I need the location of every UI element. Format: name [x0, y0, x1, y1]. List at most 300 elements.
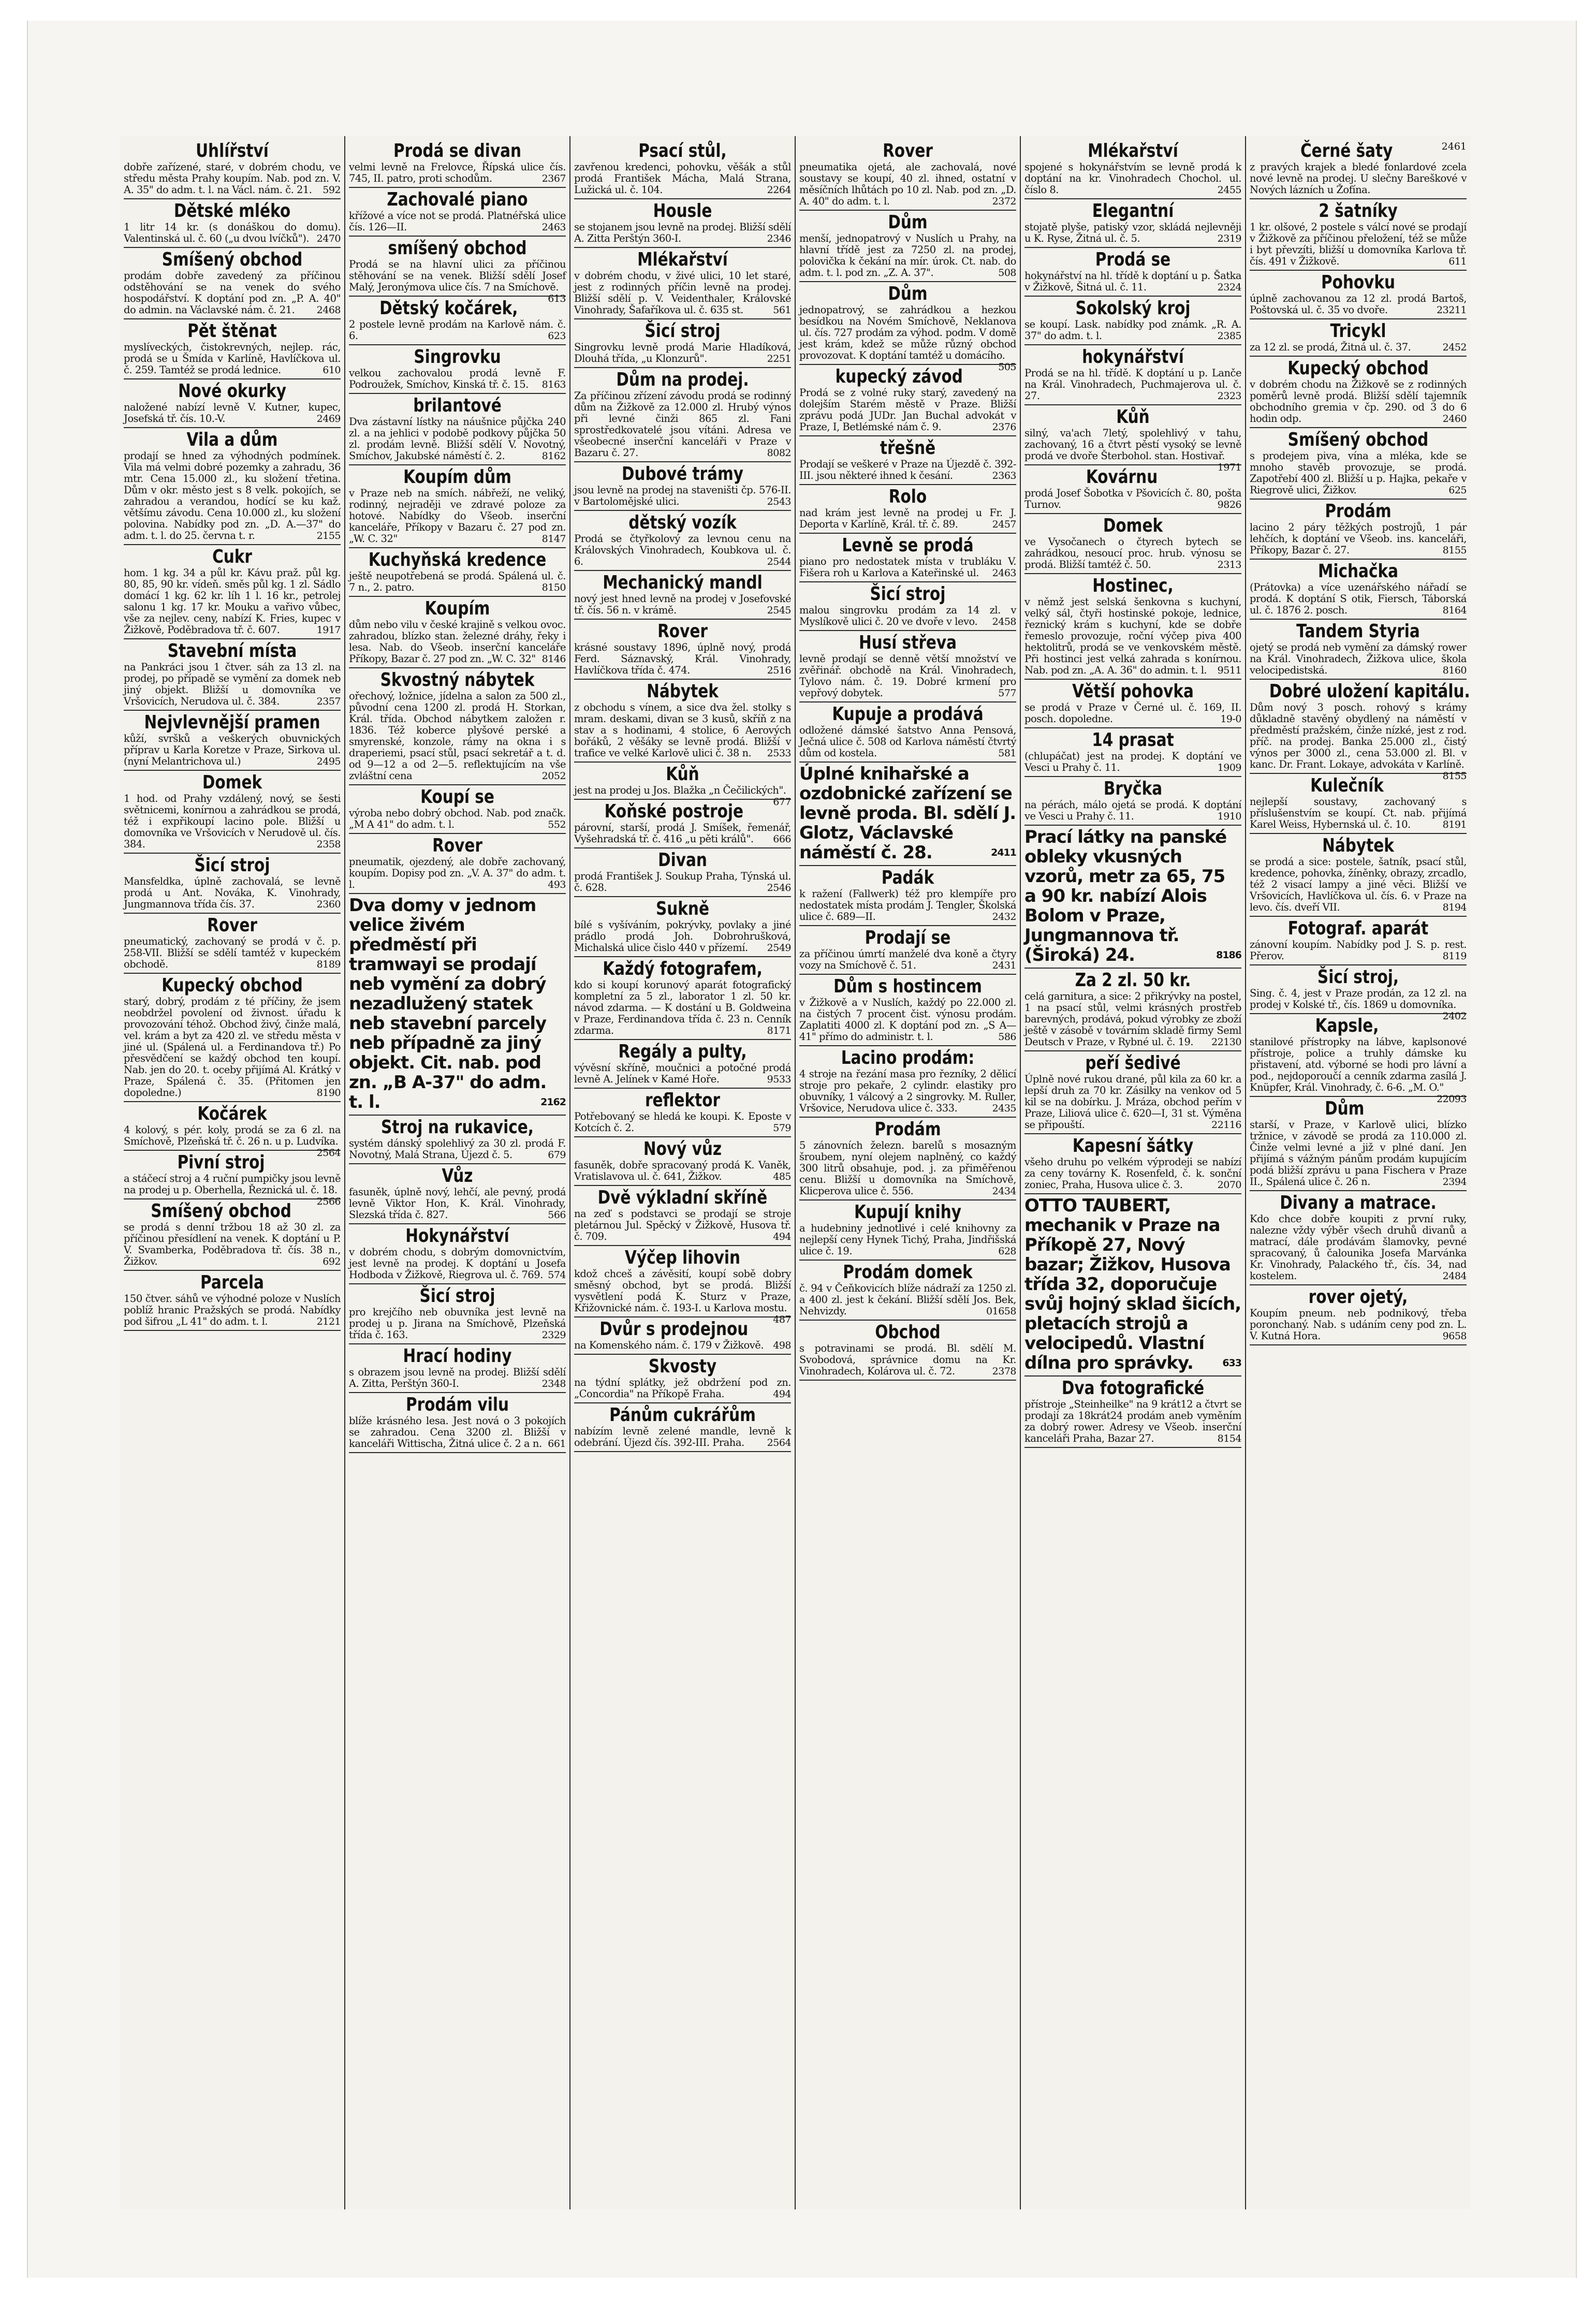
- ad-body: z obchodu s vínem, a sice dva žel. stolky s mram. deskami, divan se 3 kusů, skříň z na stav a s hodinami, 4 stolice, 6 Aerových bořáků, 2 věšáky se levně prodá. Bližší v trafice ve velké Karlově ulici č. 38 n. 2533: [574, 701, 791, 759]
- classified-ad: [349, 237, 566, 304]
- ad-number: 2546: [767, 882, 791, 894]
- ad-heading: Dům na prodej.: [616, 369, 749, 390]
- classified-ad: [799, 1046, 1016, 1118]
- classified-ad: [1024, 139, 1241, 199]
- ad-heading: Nový vůz: [643, 1138, 722, 1160]
- ad-body: Potřebovaný se hledá ke koupi. K. Eposte v Kotcích č. 2. 579: [574, 1110, 791, 1134]
- ad-heading: Dům: [888, 212, 928, 233]
- classified-ad: [574, 319, 791, 368]
- ad-body: prodám dobře zavedený za příčinou odstěhování se na venek do svého hospodářství. K doptání pod zn. „P. A. 40" do admin. na Václavské nám. č. 21. 2468: [124, 270, 341, 316]
- ad-body: kdo si koupí korunový aparát fotografický kompletní za 5 zl., laborator 1 zl. 50 kr. návod zdarma. — K dostání u B. Goldweina v Praze, Ferdinandova třída č. 23 n. Cenník zdarma. 8171: [574, 979, 791, 1036]
- ad-heading: Pět štěnat: [187, 320, 277, 342]
- ad-number: 505: [998, 361, 1016, 373]
- classified-ad: [574, 1246, 791, 1325]
- classified-ad: [574, 1089, 791, 1137]
- ad-body: spojené s hokynářstvím se levně prodá k doptání na kr. Vinohradech Chochol. ul. číslo 8. 2455: [1024, 161, 1241, 196]
- ad-body: se koupí. Lask. nabídky pod známk. „R. A. 37" do adm. t. l. 2385: [1024, 318, 1241, 342]
- ad-number: 661: [548, 1438, 566, 1449]
- classified-ad: [574, 800, 791, 848]
- ad-body: v dobrém chodu, v živé ulici, 10 let staré, jest z rodinných příčin levně na prodej. Bližší sdělí p. V. Veidenthaler, Královské Vinohrady, Šafaříkova ul. č. 635 st. 561: [574, 270, 791, 316]
- ad-number: 01658: [986, 1306, 1016, 1317]
- ad-body: Prodají se veškeré v Praze na Újezdě č. 392-III. jsou některé ihned k česání. 2363: [799, 458, 1016, 481]
- ad-number: 8171: [767, 1025, 791, 1036]
- ad-heading: Dvůr s prodejnou: [599, 1319, 749, 1340]
- classified-ad: [349, 345, 566, 394]
- ad-heading: Mlékařství: [637, 249, 728, 270]
- ad-heading: Nábytek: [1322, 835, 1394, 856]
- ad-heading: Dům: [888, 283, 928, 304]
- ad-heading: Každý fotografem,: [603, 958, 763, 979]
- ad-number: 2463: [992, 567, 1016, 579]
- classified-ad: [799, 139, 1016, 211]
- ad-body: a stáčecí stroj a 4 ruční pumpičky jsou levně na prodej u p. Oberhella, Řeznická ul. č. 18. 2566: [124, 1173, 341, 1207]
- classified-ad: [574, 1040, 791, 1089]
- ad-heading: Rolo: [888, 486, 927, 507]
- ad-number: 2533: [767, 748, 791, 759]
- ad-body: jest na prodej u Jos. Blažka „n Čečilických". 677: [574, 784, 791, 808]
- ad-body: stojatě plyše, patiský vzor, skládá nejlevněji u K. Ryse, Žitná ul. č. 5. 2319: [1024, 221, 1241, 244]
- ad-body: bílé s vyšíváním, pokrývky, povlaky a jiné prádlo prodá Joh. Dobrohrušková, Michalská ulice čislo 440 v přízemí. 2549: [574, 919, 791, 954]
- ad-body: lacino 2 páry těžkých postrojů, 1 pár lehčích, k doptání ve Všeob. ins. kanceláři, Příkopy, Bazar č. 27. 8155: [1250, 521, 1467, 556]
- ad-number: 2324: [1217, 282, 1241, 293]
- ad-number: 623: [548, 330, 566, 342]
- ad-number: 625: [1448, 485, 1467, 496]
- ad-heading: Domek: [202, 772, 262, 793]
- ad-heading: Michačka: [1318, 561, 1398, 582]
- ad-body: v němž jest selská šenkovna s kuchyní, velký sál, čtyři hostinské pokoje, lednice, řeznický krám s kuchyní, kde se dobře řemeslo provozuje, roční výčep piva 400 hektolitrů, prodá se ve venkovském městě. Při hostinci jest velká zahrada s konírnou. Nab. pod zn. „A. A. 36" do admin. t. l. 9511: [1024, 596, 1241, 676]
- classified-ad: [1250, 319, 1467, 357]
- ad-number: 2121: [316, 1316, 341, 1327]
- ad-number: 2432: [992, 911, 1016, 922]
- ad-display-text: Prací látky na panské obleky vkusných vzorů, metr za 65, 75 a 90 kr. nabízí Alois Bolom v Praze, Jungmannova tř. (Široká) 24. 8186: [1024, 827, 1241, 965]
- ad-number: 22093: [1437, 1093, 1467, 1105]
- classified-ad: [124, 199, 341, 248]
- ad-body: ojetý se prodá neb vymění za dámský rower na Král. Vinohradech, Žižkova ulice, škola velocipedistská. 8160: [1250, 641, 1467, 676]
- ad-body: 2 postele levně prodám na Karlově nám. č. 6. 623: [349, 318, 566, 342]
- ad-number: 2360: [316, 899, 341, 910]
- classified-ad: [1250, 271, 1467, 319]
- ad-number: 8147: [541, 533, 566, 545]
- ad-heading: Vila a dům: [186, 429, 278, 450]
- ad-heading: Kůň: [1116, 406, 1150, 428]
- classified-ad: [799, 926, 1016, 975]
- ad-number: 2470: [316, 233, 341, 244]
- ad-number: 2358: [316, 839, 341, 850]
- ad-body: Mansfeldka, úplně zachovalá, se levně prodá u Ant. Nováka, K. Vinohrady, Jungmannova třída čís. 37. 2360: [124, 875, 341, 910]
- ad-heading: Šicí stroj: [645, 320, 721, 342]
- classified-ad: [574, 1403, 791, 1452]
- classified-ad: [799, 485, 1016, 534]
- ad-heading: Lacino prodám:: [841, 1047, 975, 1068]
- ad-heading: Koupím dům: [403, 466, 511, 488]
- ad-body: jednopatrový, se zahrádkou a hezkou besídkou na Novém Smíchově, Neklanova ul. čís. 727 prodám za výhod. podm. V domě jest krám, kdež se může různý obchod provozovat. K doptání tamtéž u domácího. 505: [799, 304, 1016, 373]
- classified-ad: [574, 763, 791, 808]
- classified-ad: [349, 1284, 566, 1344]
- ad-heading: Prodám: [1325, 501, 1392, 522]
- ad-body: na Komenského nám. č. 179 v Žižkově. 498: [574, 1339, 791, 1351]
- ad-heading: Smíšený obchod: [162, 249, 303, 270]
- classified-ad: [799, 436, 1016, 485]
- ad-body: hokynářství na hl. třídě k doptání u p. Šatka v Žižkově, Šitná ul. č. 11. 2324: [1024, 270, 1241, 293]
- ad-number: 2461: [1441, 141, 1467, 152]
- ad-number: 9826: [1217, 499, 1241, 510]
- ad-heading: Psací stůl,: [638, 140, 727, 162]
- ad-body: kdož chceš a závěsití, koupí sobě dobry směsný obchod, byt se prodá. Bližší vysvětlení podá K. Sturz v Praze, Křižovnické nám. č. 193-I. u Karlova mostu. 487: [574, 1268, 791, 1325]
- ad-heading: Rover: [207, 915, 257, 936]
- classified-ad: [1024, 1194, 1241, 1377]
- ad-body: silný, va'ach 7letý, spolehlivý v tahu, zachovaný, 16 a čtvrt pěstí vysoký se levně prodá ve dvoře Šterbohol. stan. Hostivař. 1971: [1024, 427, 1241, 473]
- ad-heading: Kočárek: [197, 1103, 267, 1124]
- ad-number: 8194: [1442, 902, 1467, 913]
- ad-body: č. 94 v Čeňkovicích blíže nádraží za 1250 zl. a 400 zl. jest k čekání. Bližší sdělí Jos. Bek, Nehvizdy. 01658: [799, 1282, 1016, 1317]
- ad-body: 4 stroje na řezání masa pro řezníky, 2 dělicí stroje pro pekaře, 2 cylindr. elastiky pro obuvníky, 1 válcový a 2 singrovky. M. Ruller, Vršovice, Nerudova ulice č. 333. 2435: [799, 1068, 1016, 1114]
- classified-ad: [1250, 680, 1470, 782]
- ad-number: 2372: [992, 196, 1016, 207]
- ad-number: 8154: [1217, 1433, 1241, 1444]
- ad-body: fasuněk, dobře spracovaný prodá K. Vaněk, Vratislavova ul. č. 641, Žižkov. 485: [574, 1159, 791, 1182]
- ad-heading: rover ojetý,: [1308, 1286, 1408, 1308]
- ad-body: odložené dámské šatstvo Anna Pensová, Ječná ulice č. 508 od Karlova náměstí čtvrtý dům od kostela. 581: [799, 724, 1016, 759]
- ad-heading: Obchod: [875, 1322, 941, 1343]
- ad-number: 666: [773, 833, 791, 845]
- ad-number: 8191: [1442, 819, 1467, 830]
- classified-ad: [1250, 1097, 1467, 1191]
- ad-number: 2313: [1217, 559, 1241, 570]
- ad-body: křížové a více not se prodá. Platnéřská ulice čís. 126—II. 2463: [349, 210, 566, 233]
- ad-heading: třešně: [880, 437, 936, 459]
- ad-body: dobře zařízené, staré, v dobrém chodu, ve středu města Prahy koupím. Nab. pod zn. V. A. 35" do adm. t. l. na Václ. nám. č. 21. 592: [124, 161, 341, 196]
- ad-body: prodá František J. Soukup Praha, Týnská ul. č. 628. 2546: [574, 870, 791, 894]
- classified-ad: [1250, 620, 1467, 680]
- classified-ad: [349, 139, 566, 188]
- ad-body: nad krám jest levně na prodej u Fr. J. Deporta v Karlíně, Král. tř. č. 89. 2457: [799, 507, 1016, 530]
- ad-heading: Dobré uložení kapitálu.: [1269, 681, 1470, 702]
- classified-ad: [1024, 514, 1241, 574]
- classified-ad: [124, 319, 341, 379]
- ad-heading: peří šedivé: [1085, 1052, 1181, 1074]
- ad-number: 574: [548, 1269, 566, 1281]
- ad-heading: Prodají se: [865, 927, 951, 948]
- ad-number: 2484: [1442, 1270, 1467, 1282]
- ad-body: pneumatický, zachovaný se prodá v č. p. 258-VII. Bližší se sdělí tamtéž v kupeckém obchodě. 8189: [124, 935, 341, 970]
- column-6: [1246, 136, 1470, 2209]
- classified-ad: [574, 199, 791, 248]
- classified-ad: [349, 465, 566, 548]
- ad-number: 508: [998, 267, 1016, 279]
- classified-ad: [124, 854, 341, 914]
- ad-body: 1 kr. olšové, 2 postele s válcí nové se prodají v Žižkově za příčinou přeložení, též se může i byt převzíti, bližší u domovníka Karlova tř. čís. 491 v Žižkově. 611: [1250, 221, 1467, 267]
- ad-heading: Prodám domek: [843, 1262, 973, 1283]
- ad-number: 2251: [767, 353, 791, 364]
- ad-number: 2411: [991, 847, 1016, 858]
- ad-display-text: Úplné knihařské a ozdobnické zařízení se levně proda. Bl. sdělí J. Glotz, Václavské náměstí č. 28. 2411: [799, 764, 1016, 863]
- ad-heading: Housle: [653, 200, 712, 222]
- ad-heading: Dětské mléko: [173, 200, 291, 222]
- classified-ad: [799, 866, 1016, 926]
- classified-ad: [574, 1137, 791, 1186]
- ad-body: na týdní splátky, jež obdržení pod zn. „Concordia" na Příkopě Fraha. 494: [574, 1377, 791, 1400]
- classified-ad: [1250, 1014, 1467, 1105]
- ad-body: stanilové přístropky na lábve, kaplsonové přístroje, police a truhly dámske ku přistavení, atd. výborné se hodi pro lávní a pod., nejdoporoučí a cenník zdarma zasílá J. Knüpfer, Král. Vinohrady, č. 6-6. „M. O." 22093: [1250, 1036, 1467, 1105]
- ad-body: krásné soustavy 1896, úplně nový, prodá Ferd. Sáznavský, Král. Vinohrady, Havlíčkova třída č. 474. 2516: [574, 641, 791, 676]
- ad-number: 577: [998, 687, 1016, 699]
- ad-number: 2346: [767, 233, 791, 244]
- ad-number: 493: [548, 879, 566, 890]
- ad-heading: dětský vozík: [628, 512, 737, 533]
- classified-ad: [1024, 248, 1241, 297]
- ad-heading: Kupují knihy: [854, 1202, 962, 1223]
- ad-heading: Rover: [883, 140, 933, 162]
- classified-ad: [349, 394, 566, 465]
- ad-heading: Kupecký obchod: [162, 975, 303, 996]
- ad-heading: Rover: [432, 835, 482, 856]
- ad-number: 1971: [1217, 462, 1241, 473]
- ad-number: 22130: [1211, 1036, 1241, 1048]
- ad-heading: Hrací hodiny: [403, 1345, 512, 1367]
- classified-ad: [799, 631, 1016, 702]
- ad-body: za 12 zl. se prodá, Žitná ul. č. 37. 2452: [1250, 341, 1467, 353]
- ad-heading: Vůz: [442, 1165, 473, 1187]
- ad-heading: Skvostný nábytek: [380, 669, 535, 691]
- ad-heading: Stavební místa: [167, 640, 297, 662]
- ad-number: 498: [773, 1340, 791, 1351]
- classified-ad: [1250, 1191, 1467, 1285]
- ad-number: 8155: [1442, 770, 1467, 782]
- classified-ad: [349, 297, 566, 345]
- ad-heading: Padák: [881, 867, 934, 888]
- ad-number: 2457: [992, 519, 1016, 530]
- ad-body: se prodá v Praze v Černé ul. č. 169, II. posch. dopoledne. 19-0: [1024, 701, 1241, 725]
- ad-body: piano pro nedostatek místa v trubláku V. Fišera roh u Karlova a Kateřinské ul. 2463: [799, 555, 1016, 579]
- ad-number: 611: [1448, 256, 1467, 267]
- ad-body: dům nebo vilu v české krajině s velkou ovoc. zahradou, blízko stan. železné dráhy, řeky i lesa. Nab. do Všeob. inserční kanceláře Příkopy, Bazar č. 27 pod zn. „W. C. 32" 8146: [349, 619, 566, 665]
- ad-body: vývěsní skříně, moučnici a potočné prodá levně A. Jelínek v Kamé Hoře. 9533: [574, 1062, 791, 1085]
- ad-number: 8119: [1442, 950, 1467, 962]
- ad-number: 9511: [1217, 665, 1241, 676]
- ad-number: 2155: [316, 530, 341, 541]
- ad-body: Dům nový 3 posch. rohový s krámy důkladně stavěný obydlený na náměstí v předměstí pražském, činže nízké, jest z rod. příč. na prodej. Banka 25.000 zl., čistý výnos per 3000 zl., cena 53.000 zl. Bl. v kanc. Dr. Frant. Lokaye, advokáta v Karlíně. 8155: [1250, 701, 1467, 782]
- ad-number: 579: [773, 1122, 791, 1134]
- ad-number: 679: [548, 1149, 566, 1161]
- ad-heading: Kapsle,: [1315, 1015, 1379, 1036]
- ad-number: 2549: [767, 942, 791, 954]
- ad-heading: Domek: [1103, 515, 1163, 536]
- ad-number: 8155: [1442, 545, 1467, 556]
- ad-number: 23211: [1437, 304, 1467, 316]
- ad-number: 9533: [767, 1074, 791, 1085]
- ad-body: zavřenou kredenci, pohovku, věšák a stůl prodá František Mácha, Malá Strana, Lužická ul. č. 104. 2264: [574, 161, 791, 196]
- ad-number: 2434: [992, 1185, 1016, 1197]
- ad-body: se prodá s denní tržbou 18 až 30 zl. za příčinou přesídlení na venek. K doptání u P. V. Svamberka, Poděbradova tř. čís. 38 n., Žižkov. 692: [124, 1221, 341, 1267]
- ad-heading: Kulečník: [1310, 775, 1384, 796]
- ad-body: Singrovku levně prodá Marie Hladíková, Dlouhá třída, „u Klonzurů". 2251: [574, 341, 791, 364]
- ad-body: 5 zánovních železn. barelů s mosazným šroubem, nyní olejem naplněný, co každý 300 litrů obsahuje, pod. j. za přiměřenou cenu. Bližší u domovníka na Smíchově, Klicperova ulice č. 556. 2434: [799, 1139, 1016, 1197]
- ad-display-text: Dva domy v jednom velice živém předměstí při tramwayi se prodají neb vymění za dobrý nezadlužený statek neb stavební parcely neb případně za jiný objekt. Cit. nab. pod zn. „B A-37" do adm. t. l. 2162: [349, 895, 566, 1112]
- ad-heading: Kupecký obchod: [1287, 358, 1429, 379]
- ad-number: 692: [323, 1256, 341, 1267]
- ad-number: 561: [773, 304, 791, 316]
- ad-number: 8162: [541, 450, 566, 462]
- ad-heading: Prodám: [874, 1119, 941, 1140]
- ad-heading: Výčep lihovin: [625, 1247, 740, 1268]
- ad-body: jsou levně na prodej na staveništi čp. 576-II. v Bartolomějské ulici. 2543: [574, 484, 791, 507]
- ad-heading: Stroj na rukavice,: [380, 1117, 534, 1138]
- ad-number: 628: [998, 1246, 1016, 1257]
- classified-ad: [1250, 965, 1467, 1022]
- classified-ad: [349, 188, 566, 237]
- ad-number: 2455: [1217, 184, 1241, 196]
- classified-ad: [1024, 1051, 1241, 1134]
- classified-ad: [124, 1151, 341, 1207]
- ad-heading: Sukně: [656, 898, 709, 919]
- ad-body: Koupím pneum. neb podnikový, třeba poronchaný. Nab. s udáním ceny pod zn. L. V. Kutná Hora. 9658: [1250, 1307, 1467, 1342]
- classified-ad: [574, 139, 791, 199]
- ad-number: 2543: [767, 496, 791, 507]
- ad-number: 2052: [541, 770, 566, 782]
- ad-heading: Větší pohovka: [1072, 681, 1194, 702]
- classified-ad: [799, 763, 1016, 866]
- ad-body: Prodá se čtyřkolový za levnou cenu na Královských Vinohradech, Koubkova ul. č. 6. 2544: [574, 533, 791, 567]
- classified-ad: [349, 597, 566, 668]
- ad-heading: Hostinec,: [1092, 575, 1174, 596]
- classified-ad: [799, 365, 1016, 436]
- classified-ad: [124, 771, 341, 854]
- ad-body: a hudebniny jednotlivé i celé knihovny za nejlepší ceny Hynek Tichý, Praha, Jindřišská ulice č. 19. 628: [799, 1222, 1016, 1257]
- ad-heading: Fotograf. aparát: [1287, 918, 1429, 939]
- ad-heading: Koňské postroje: [604, 801, 744, 822]
- ad-number: 2402: [1442, 1011, 1467, 1022]
- ad-number: 19-0: [1220, 713, 1241, 725]
- ad-number: 2323: [1217, 390, 1241, 402]
- classified-ad: [349, 834, 566, 894]
- classified-ad: [1250, 199, 1467, 271]
- ad-number: 2516: [767, 665, 791, 676]
- ad-number: 2452: [1442, 342, 1467, 353]
- classified-ad: [1250, 357, 1467, 428]
- classified-ad: [1250, 428, 1467, 500]
- ad-body: s prodejem piva, vína a mléka, kde se mnoho stavěb provozuje, se prodá. Zapotřebí 400 zl. Bližší u p. Hajka, pekaře v Riegrově ulici, Žižkov. 625: [1250, 450, 1467, 496]
- column-1: [120, 136, 345, 2209]
- ad-number: 8146: [541, 653, 566, 665]
- ad-body: malou singrovku prodám za 14 zl. v Myslíkově ulici č. 20 ve dvoře v levo. 2458: [799, 604, 1016, 627]
- ad-number: 581: [998, 748, 1016, 759]
- ad-number: 8150: [541, 582, 566, 593]
- ad-body: Prodá se z volné ruky starý, zavedený na dolejším Starém městě v Praze. Bližší zprávu podá JUDr. Jan Buchal advokát v Praze, I, Betlémské nám č. 9. 2376: [799, 387, 1016, 433]
- ad-body: menší, jednopatrový v Nuslích u Prahy, na hlavní třídě jest za 7250 zl. na prodej, polovička k čekání na mír. úrok. Ct. nab. do adm. t. l. pod zn. „Z. A. 37". 508: [799, 232, 1016, 279]
- classified-ad: [574, 248, 791, 319]
- ad-heading: Šicí stroj: [870, 583, 946, 605]
- ad-body: úplně zachovanou za 12 zl. prodá Bartoš, Poštovská ul. č. 35 vo dvoře. 23211: [1250, 292, 1467, 316]
- classified-ad: [124, 974, 341, 1102]
- ad-heading: Kůň: [666, 764, 699, 785]
- ad-body: Kdo chce dobře koupiti z první ruky, nalezne vždy výběr všech druhů divanů a matrací, dále prodávám šlamovky, pevné spracovaný, ů čalounika Josefa Marvánka Kr. Vinohrady, Palackého tř., čís. 34, nad kostelem. 2484: [1250, 1213, 1467, 1282]
- ad-number: 22116: [1211, 1119, 1241, 1131]
- ad-heading: Černé šaty: [1300, 140, 1393, 162]
- ad-number: 1917: [316, 624, 341, 636]
- ad-number: 2545: [767, 605, 791, 616]
- classified-ad: [1024, 1134, 1241, 1194]
- column-2: [345, 136, 570, 2209]
- ad-heading: Skvosty: [648, 1356, 717, 1377]
- ad-number: 2363: [992, 470, 1016, 481]
- classified-ad: [799, 975, 1016, 1046]
- classified-ad: [1024, 574, 1241, 680]
- classified-ad: [1250, 139, 1467, 199]
- classified-ad: [349, 1164, 566, 1224]
- classified-ad: [574, 571, 791, 620]
- ad-number: 586: [998, 1031, 1016, 1043]
- classified-ad: [349, 894, 566, 1116]
- classified-ad: [124, 428, 341, 545]
- classified-ad: [124, 139, 341, 199]
- classified-ad: [799, 702, 1016, 763]
- ad-body: 4 kolový, s pér. koly, prodá se za 6 zl. na Smíchově, Plzeňská tř. č. 26 n. u p. Ludvíka. 2564: [124, 1124, 341, 1159]
- ad-heading: Singrovku: [414, 346, 501, 368]
- classified-ad: [349, 785, 566, 834]
- classified-ad: [1024, 728, 1241, 777]
- classified-ad: [574, 462, 791, 511]
- ad-heading: Šicí stroj,: [1317, 967, 1399, 988]
- ad-heading: Zachovalé piano: [387, 189, 528, 210]
- ad-heading: smíšený obchod: [388, 238, 527, 259]
- ad-body: kůží, svršků a veškerých obuvnických příprav u Karla Koretze v Praze, Sirkova ul. (nyní Melantrichova ul.) 2495: [124, 733, 341, 767]
- ad-body: nový jest hned levně na prodej v Josefovské tř. čís. 56 n. v krámě. 2545: [574, 593, 791, 616]
- ad-heading: Dům: [1325, 1098, 1365, 1119]
- ad-number: 2070: [1217, 1179, 1241, 1191]
- ad-number: 610: [323, 364, 341, 376]
- ad-heading: Šicí stroj: [419, 1285, 495, 1307]
- ad-number: 485: [773, 1171, 791, 1182]
- ad-body: se prodá a sice: postele, šatník, psací stůl, kredence, pohovka, žíněnky, obrazy, zrcadlo, též 2 visací lampy a jiné věci. Bližší ve Vršovicích, Havlíčkova ul. čís. 6. v Praze na levo. čís. dveří VII. 8194: [1250, 856, 1467, 913]
- ad-number: 2435: [992, 1103, 1016, 1114]
- ad-heading: Nejvlevnější pramen: [144, 712, 320, 733]
- ad-number: 2162: [540, 1096, 566, 1108]
- ad-heading: Sokolský kroj: [1075, 298, 1191, 319]
- ad-heading: brilantové: [413, 395, 502, 416]
- ad-number: 552: [548, 819, 566, 830]
- classified-ad: [799, 1321, 1016, 1381]
- classified-ad: [1250, 500, 1467, 560]
- classified-ad: [1024, 297, 1241, 345]
- ad-body: starý, dobrý, prodám z té příčiny, že jsem neobdržel povolení od živnost. úřadu k provozování téhož. Obchod živý, činže malá, vel. krám a byt za 420 zl. ve středu města v jiné ul. (Spálená ul. a Ferdinandova tř.) Po přesvědčení se každý obchod ten koupí. Nab. jen do 20. t. oceby přijímá Al. Krátký v Praze, Spálená č. 35. (Přitomen jen dopoledne.) 8190: [124, 995, 341, 1099]
- ad-number: 2378: [992, 1366, 1016, 1377]
- classified-ad: [574, 1355, 791, 1403]
- ad-heading: Elegantní: [1092, 200, 1174, 222]
- ad-heading: Tandem Styria: [1296, 621, 1420, 642]
- ad-number: 2564: [316, 1147, 341, 1159]
- ad-body: (Prátovka) a více uzenářského nářadí se prodá. K doptání S otik, Fiersch, Táborská ul. č. 1876 2. posch. 8164: [1250, 581, 1467, 616]
- ad-heading: Divany a matrace.: [1280, 1192, 1437, 1213]
- ad-body: 1 hod. od Prahy vzdálený, nový, se šesti světnicemi, konírnou a zahrádkou se prodá, též i expřikoupí lacino pole. Bližší u domovníka ve Vršovicích v Nerudově ul. čís. 384. 2358: [124, 793, 341, 850]
- classified-ad: [349, 1224, 566, 1284]
- ad-body: Za příčinou zřízení závodu prodá se rodinný dům na Žižkově za 12.000 zl. Hrubý výnos při levné činži 865 zl. Fani sprostředkovatelé jsou vítáni. Adresa ve všeobecné inserční kanceláři v Praze v Bazaru č. 27. 8082: [574, 390, 791, 459]
- ad-number: 1909: [1217, 762, 1241, 773]
- classified-ad: [574, 680, 791, 763]
- ad-heading: Bryčka: [1103, 778, 1163, 799]
- ad-heading: Rover: [657, 621, 708, 642]
- column-3: [570, 136, 796, 2209]
- ad-body: na zeď s podstavci se prodají se stroje pletárnou Jul. Spěcký v Žižkově, Husova tř. č. 709. 494: [574, 1208, 791, 1242]
- ad-body: naložené nabízí levně V. Kutner, kupec, Josefská tř. čís. 10.-V. 2469: [124, 401, 341, 424]
- ad-number: 2394: [1442, 1176, 1467, 1188]
- ad-number: 2460: [1442, 413, 1467, 424]
- ad-number: 8190: [316, 1087, 341, 1099]
- ad-body: velkou zachovalou prodá levně F. Podroužek, Smíchov, Kinská tř. č. 15. 8163: [349, 367, 566, 390]
- classified-ad: [1024, 1377, 1241, 1448]
- ad-body: nabízím levně zelené mandle, levně k odebrání. Újezd čís. 392-III. Praha. 2564: [574, 1425, 791, 1448]
- ad-number: 2544: [767, 556, 791, 567]
- ad-heading: Dubové trámy: [621, 463, 744, 485]
